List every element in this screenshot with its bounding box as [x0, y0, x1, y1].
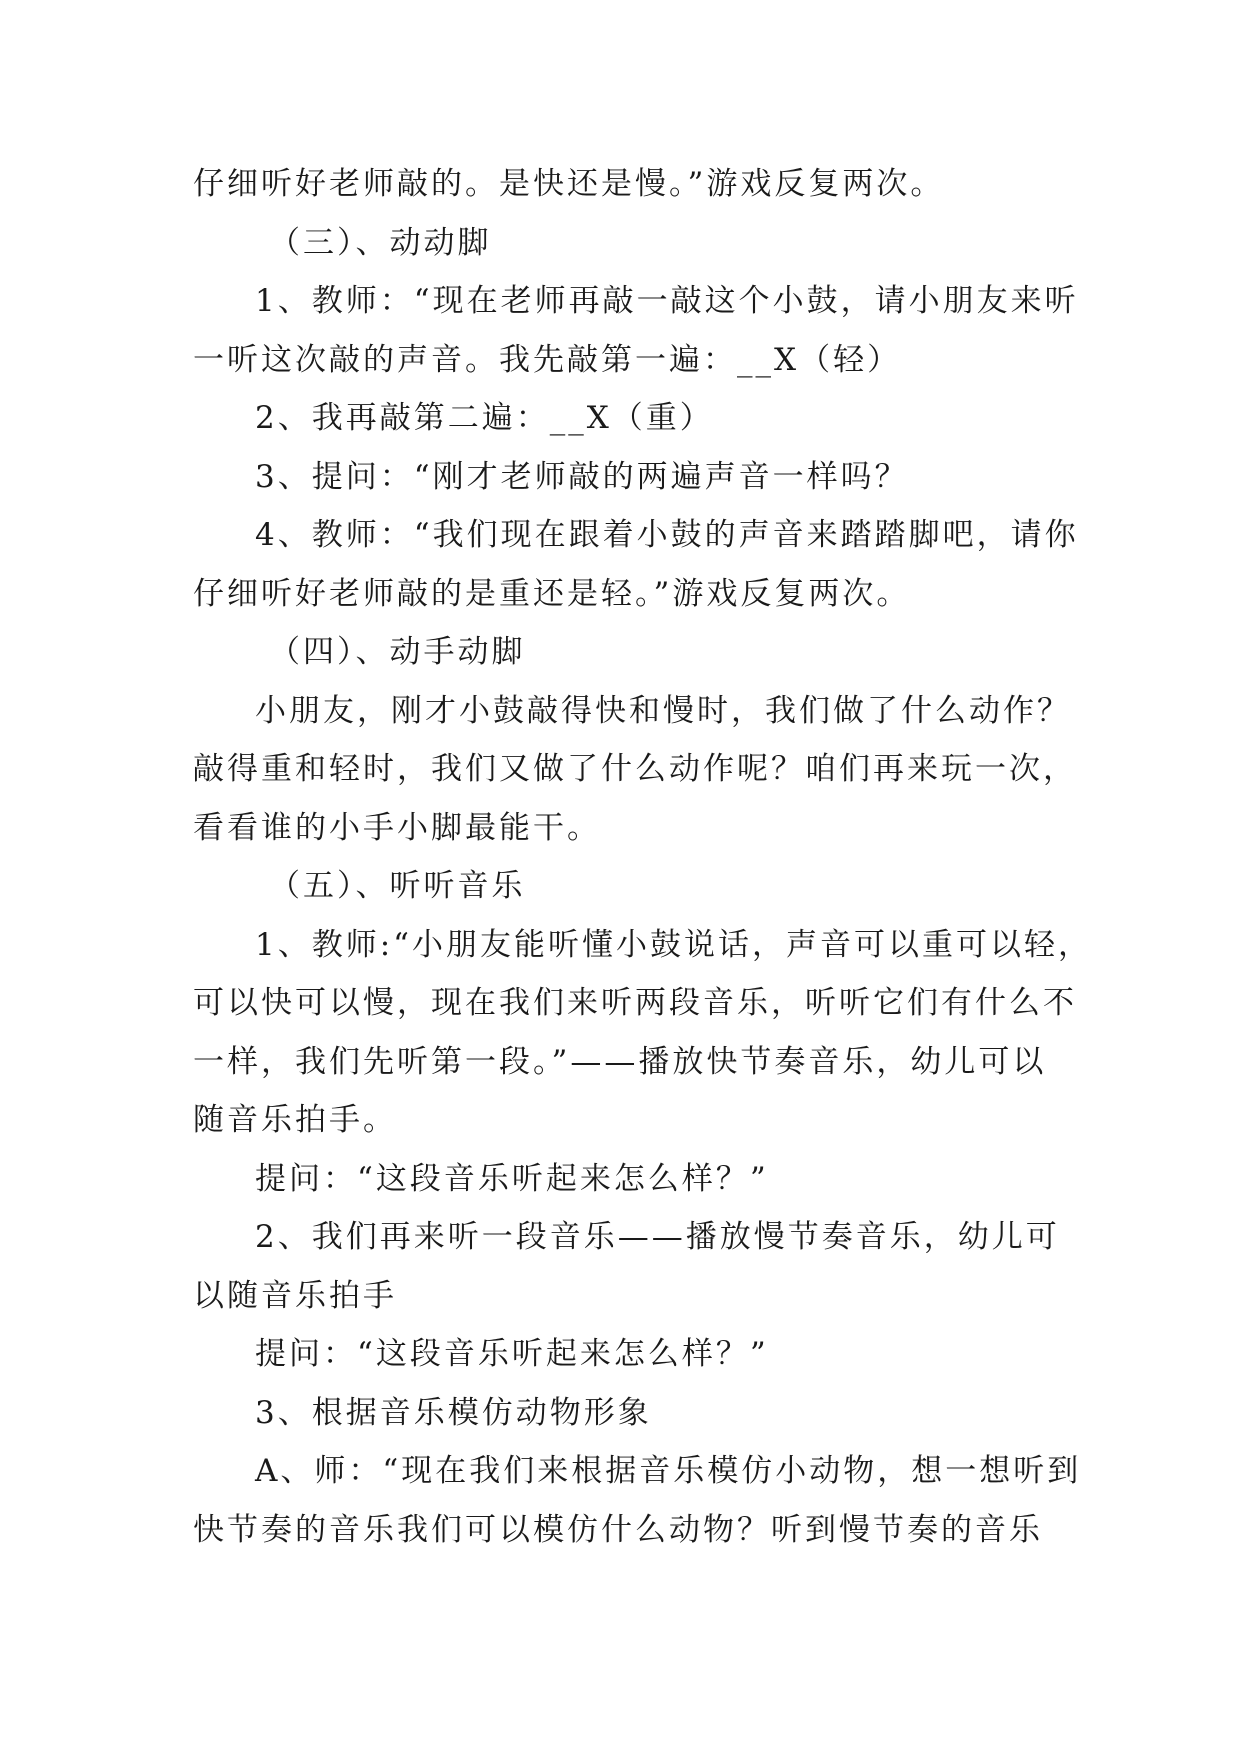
- section-heading-three: （三）、动动脚: [269, 224, 492, 261]
- paragraph-line: 快节奏的音乐我们可以模仿什么动物？听到慢节奏的音乐: [193, 1511, 1043, 1548]
- paragraph-line: 看看谁的小手小脚最能干。: [193, 809, 601, 846]
- section-heading-four: （四）、动手动脚: [269, 634, 526, 670]
- paragraph-line: 随音乐拍手。: [193, 1102, 397, 1138]
- paragraph-line: 仔细听好老师敲的。是快还是慢。”游戏反复两次。: [193, 166, 945, 202]
- paragraph-line: 一听这次敲的声音。我先敲第一遍：__X（轻）: [193, 341, 902, 378]
- paragraph-line: 4、教师：“我们现在跟着小鼓的声音来踏踏脚吧，请你: [255, 517, 1079, 553]
- paragraph-line: A、师：“现在我们来根据音乐模仿小动物，想一想听到: [255, 1453, 1082, 1489]
- paragraph-line: 提问：“这段音乐听起来怎么样？”: [255, 1160, 769, 1197]
- paragraph-line: 仔细听好老师敲的是重还是轻。”游戏反复两次。: [193, 575, 911, 612]
- paragraph-line: 可以快可以慢，现在我们来听两段音乐，听听它们有什么不: [193, 985, 1077, 1021]
- paragraph-line: 2、我们再来听一段音乐——播放慢节奏音乐，幼儿可: [255, 1219, 1060, 1255]
- section-heading-five: （五）、听听音乐: [269, 868, 526, 904]
- paragraph-line: 以随音乐拍手: [193, 1277, 397, 1314]
- document-page: [193, 155, 1093, 1559]
- paragraph-line: 3、提问：“刚才老师敲的两遍声音一样吗？: [255, 458, 909, 495]
- paragraph-line: 敲得重和轻时，我们又做了什么动作呢？咱们再来玩一次，: [193, 751, 1077, 787]
- paragraph-line: 1、教师：“现在老师再敲一敲这个小鼓，请小朋友来听: [255, 283, 1079, 319]
- paragraph-line: 小朋友，刚才小鼓敲得快和慢时，我们做了什么动作？: [255, 692, 1071, 729]
- paragraph-line: 提问：“这段音乐听起来怎么样？”: [255, 1336, 769, 1372]
- paragraph-line: 2、我再敲第二遍：__X（重）: [255, 400, 714, 436]
- paragraph-line: 3、根据音乐模仿动物形象: [255, 1394, 652, 1431]
- paragraph-line: 1、教师:“小朋友能听懂小鼓说话，声音可以重可以轻，: [255, 926, 1093, 963]
- paragraph-line: 一样，我们先听第一段。”——播放快节奏音乐，幼儿可以: [193, 1043, 1047, 1080]
